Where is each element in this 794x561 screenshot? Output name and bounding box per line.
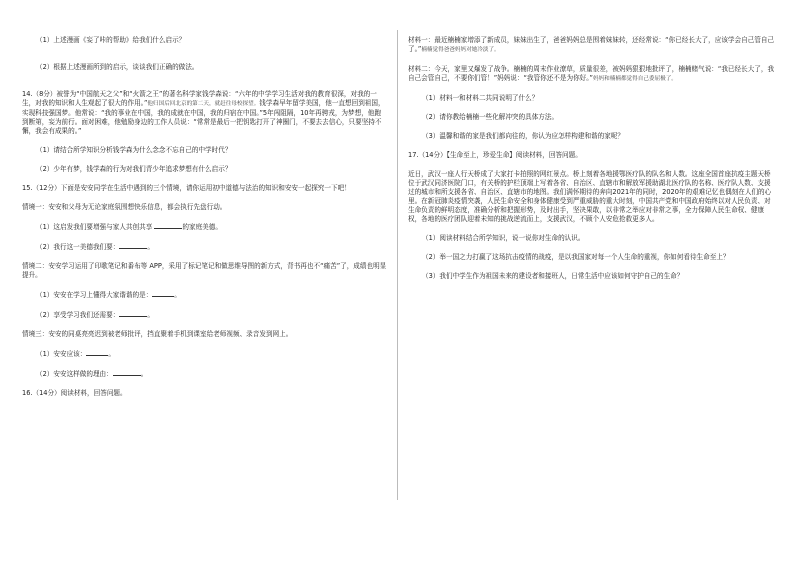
q15-intro: 15.（12分）下面是安安同学在生活中遇到的三个情境，请你运用初中道德与法治的知识和安安一起探究一下吧！ — [22, 184, 351, 192]
answer-blank[interactable] — [119, 242, 147, 249]
q16-sub2: （2）请你教给楠楠一些化解冲突的具体方法。 — [422, 113, 559, 121]
column-divider — [397, 30, 398, 500]
q17-sub3: （3）我们中学生作为祖国未来的建设者和接班人，日常生活中应该如何守护自己的生命？ — [422, 272, 684, 280]
q15-s2-sub1: （1）安安在学习上懂得大家谐谐的是： 。 — [36, 291, 181, 299]
q15-scenario2: 情境二：安安学习运用了印歌笔记和番布等 APP，采用了标记笔记和做思维导图的新方式，背书再也不“痛苦”了，成绩也明显提升。 — [22, 262, 387, 279]
answer-blank[interactable] — [113, 369, 141, 376]
q16-intro: 16.（14分）阅读材料，回答问题。 — [22, 389, 127, 397]
q17-sub1: （1）阅读材料结合所学知识，说一说你对生命的认识。 — [422, 234, 585, 242]
q14-intro — [22, 90, 387, 136]
q16-material1-handwritten: 楠楠觉得爸爸妈妈对她冷淡了。 — [421, 47, 500, 53]
q15-s2-sub2: （2）享受学习我们还需要： 。 — [36, 311, 154, 319]
answer-blank[interactable] — [154, 222, 182, 229]
q16-material2-handwritten: 妈妈和楠楠都觉得自己委屈极了。 — [592, 76, 677, 82]
q14-intro-a: 14.（8分）被誉为“中国航天之父”和“火箭之王”的著名科学家钱学森说：“六年的中学学习生活对我的教育很深，对我的一生，对我的知识和人生观起了很大的作用。” — [22, 90, 377, 107]
q14-intro-handwritten: 他归国后回北京的第二天，就赶往母校探望。 — [147, 101, 260, 107]
q16-sub1: （1）材料一和材料二共同说明了什么？ — [422, 94, 539, 102]
q15-s1-sub1: （1）这启发我们要增强与家人共创共享 的家庭美德。 — [36, 223, 222, 231]
q15-s3-sub1: （1）安安应该： 。 — [36, 350, 115, 358]
q17-sub2: （2）举一国之力打赢了这场抗击疫情的战疫，是以我国家对每一个人生命的重视，你如何看待生命至上？ — [422, 253, 730, 261]
q17-intro: 17.（14分）【生命至上，珍爱生命】阅读材料，回答问题。 — [408, 151, 582, 159]
q16-material2: 材料二：今天，家里又爆发了战争。楠楠的周末作业潦草，质量很差，被妈妈狠狠地批评了，楠楠赌气说：“我已经长大了，我自己会管自己，不要你们管！”妈妈说：“我管你还不是为你好。”妈妈和楠楠都觉得自己委屈极了。 — [408, 65, 775, 82]
answer-blank[interactable] — [86, 349, 108, 356]
q15-s3-sub2: （2）安安这样做的理由： 。 — [36, 370, 148, 378]
q14-intro-b: 钱学森早年留学美国，他一直想回到祖国，实现科技强国梦。他常说：“我的事业在中国，我的成就在中国，我的归宿在中国。”5年闯阻隔，10年再骋戎，为梦想，他跑到断第，妄为前行。面对困难，他勉励身边的工作人员说：“常常是最后一把钥匙打开了神圈门，不要去去信心，只要坚持不懈，我会有成果的。” — [22, 99, 385, 135]
q13-sub2: （2）根据上述漫画所到的启示，谈谈我们正确的做法。 — [36, 63, 199, 71]
q16-material1: 材料一：最近楠楠家增添了新成员，妹妹出生了，爸爸妈妈总是围着妹妹转，还经常说：“你已经长大了，应该学会自己管自己了。”楠楠觉得爸爸妈妈对她冷淡了。 — [408, 36, 775, 53]
q15-s1-sub2: （2）我行这一美德我们要： 。 — [36, 243, 154, 251]
right-column — [408, 36, 776, 281]
q15-scenario3: 情境三：安安的同桌亮亮迟到被老师批评，挡直聚着手机到课室给老师视频、录音发到网上。 — [22, 330, 293, 338]
answer-blank[interactable] — [152, 290, 174, 297]
left-column — [22, 36, 387, 398]
q16-sub3: （3）温馨和谐的家是我们都向往的，你认为应怎样构建和谐的家呢？ — [422, 132, 625, 140]
q14-sub2: （2）少年有梦，钱学森的行为对我们青少年追求梦想有什么启示？ — [36, 165, 232, 173]
q14-sub1: （1）请结合所学知识分析钱学森为什么念念不忘自己的中学时代？ — [36, 146, 232, 154]
q17-material: 近日，武汉一座人行天桥成了大家打卡拍照的网红景点。桥上刻着各地援鄂医疗队的队名和人数。这座全国首座抗疫主题天桥位于武汉同济医院门口，有关桥的护栏顶端上写着各省、自治区、直辖市和解放军援助湖北医疗队的名称、医疗队人数、支援过的城市和所支援各省、自治区、直辖市的地图。我们满怀期待的奔向2021年的同时，2020年的艰难记忆也偶刻在人们的心里。在新冠肺炎疫情突袭，人民生命安全和身体健康受到严重威胁的重大时刻，中国共产党和中国政府始终以对人民负责、对生命负责的鲜明态度，准确分析和把握形势，及时出手，坚决果敢，以非常之举应对非常之事，全力保障人民生命权、健康权，各地的医疗团队迎着未知的挑战逆流而上，支援武汉，不顾个人安危抢救更多人。 — [408, 170, 772, 223]
q13-sub1: （1）上述漫画《妄了咔的帮助》给我们什么启示？ — [36, 36, 186, 44]
answer-blank[interactable] — [119, 310, 147, 317]
q15-scenario1: 情境一：安安和父母为无论家庭氛围想快乐信息，都会执行先盘行动。 — [22, 203, 227, 211]
